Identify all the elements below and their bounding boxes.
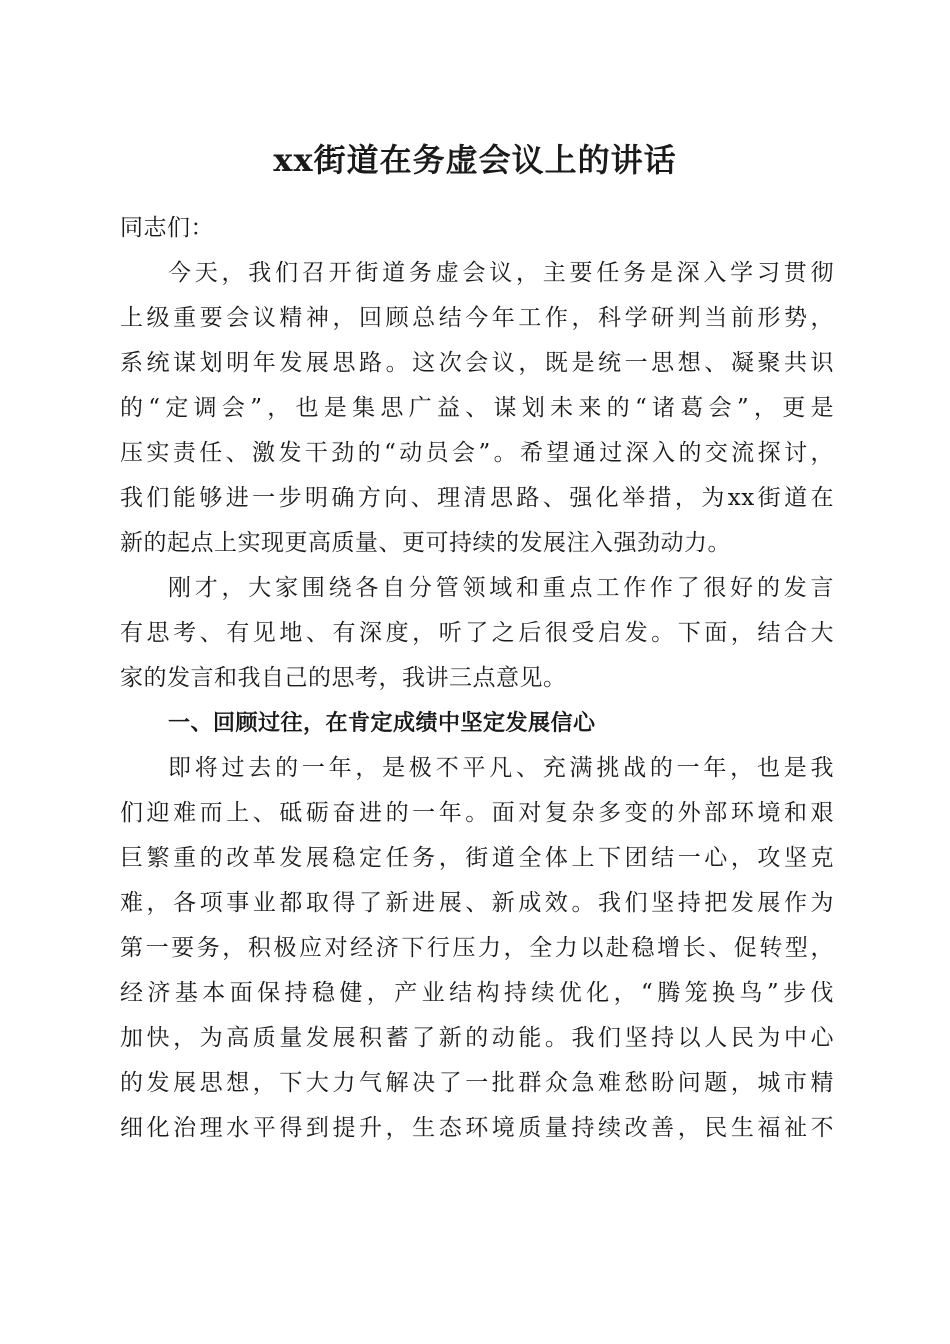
- paragraph-line: 经济基本面保持稳健，产业结构持续优化，“腾笼换鸟”步伐: [120, 980, 834, 1006]
- paragraph-line: 系统谋划明年发展思路。这次会议，既是统一思想、凝聚共识: [120, 350, 834, 376]
- paragraph-line: 我们能够进一步明确方向、理清思路、强化举措，为xx街道在: [120, 485, 834, 511]
- paragraph-line: 加快，为高质量发展积蓄了新的动能。我们坚持以人民为中心: [120, 1025, 834, 1051]
- document-body: [120, 206, 834, 1151]
- paragraph-line: 家的发言和我自己的思考，我讲三点意见。: [120, 665, 567, 691]
- paragraph-line: 今天，我们召开街道务虚会议，主要任务是深入学习贯彻: [168, 260, 834, 286]
- paragraph-line: 新的起点上实现更高质量、更可持续的发展注入强劲动力。: [120, 530, 731, 556]
- paragraph-line: 刚才，大家围绕各自分管领域和重点工作作了很好的发言: [168, 575, 834, 601]
- paragraph-line: 有思考、有见地、有深度，听了之后很受启发。下面，结合大: [120, 620, 834, 646]
- paragraph-line: 第一要务，积极应对经济下行压力，全力以赴稳增长、促转型，: [120, 935, 834, 961]
- paragraph-line: 的“定调会”，也是集思广益、谋划未来的“诸葛会”，更是: [120, 395, 834, 421]
- paragraph-line: 巨繁重的改革发展稳定任务，街道全体上下团结一心，攻坚克: [120, 845, 834, 871]
- salutation: 同志们：: [120, 215, 214, 241]
- paragraph-line: 压实责任、激发干劲的“动员会”。希望通过深入的交流探讨，: [120, 440, 834, 466]
- paragraph-line: 即将过去的一年，是极不平凡、充满挑战的一年，也是我: [168, 755, 834, 781]
- paragraph-line: 难，各项事业都取得了新进展、新成效。我们坚持把发展作为: [120, 890, 834, 916]
- section-heading: 一、回顾过往，在肯定成绩中坚定发展信心: [168, 711, 596, 736]
- paragraph-line: 细化治理水平得到提升，生态环境质量持续改善，民生福祉不: [120, 1115, 834, 1141]
- paragraph-line: 们迎难而上、砥砺奋进的一年。面对复杂多变的外部环境和艰: [120, 800, 834, 826]
- paragraph-line: 的发展思想，下大力气解决了一批群众急难愁盼问题，城市精: [120, 1070, 834, 1096]
- document-title: xx街道在务虚会议上的讲话: [273, 141, 677, 179]
- paragraph-line: 上级重要会议精神，回顾总结今年工作，科学研判当前形势，: [120, 305, 834, 331]
